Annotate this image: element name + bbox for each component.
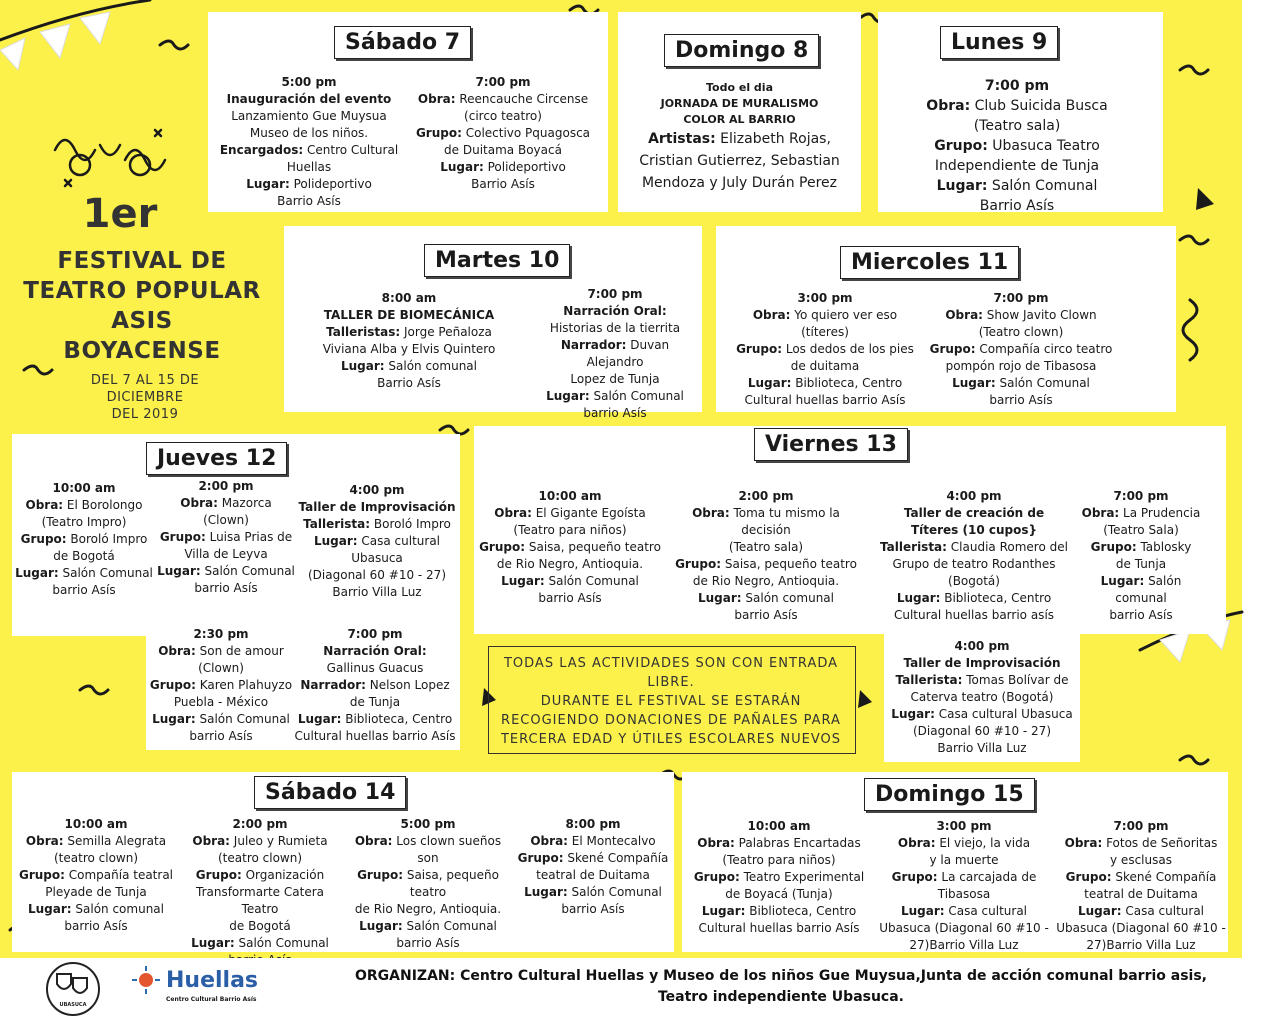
organizers-text [286,966,1276,1008]
festival-title-line-1: FESTIVAL DE [57,248,227,274]
ubasuca-logo [46,962,100,1016]
event: 5:00 pm Obra: Los clown sueños son Grupo: Saisa, pequeño teatro de Rio Negro, Antioquia. Lugar: Salón Comunal barrio Asís [354,817,502,950]
notice-line-1: TODAS LAS ACTIVIDADES SON CON ENTRADA [503,656,839,671]
festival-logo-icon [45,120,195,190]
event: 10:00 am Obra: Palabras Encartadas (Teatro para niños) Grupo: Teatro Experimental de Boyacá (Tunja) Lugar: Biblioteca, Centro Cultural huellas barrio Asís [693,819,865,935]
festival-dates-line-1: DEL 7 AL 15 DE [90,373,200,388]
day-card-martes-10 [284,226,702,420]
day-card-miercoles-11 [716,226,1176,412]
footer [0,958,1280,1020]
day-card-lunes-9 [878,12,1163,212]
festival-ordinal: 1er [82,191,158,237]
day-card-jueves-12 [12,434,460,636]
event: 8:00 pm Obra: El Montecalvo Grupo: Skené Compañía teatral de Duitama Lugar: Salón Comunal barrio Asís [517,817,669,916]
event: 10:00 am Obra: Semilla Alegrata (teatro clown) Grupo: Compañía teatral Pleyade de Tunja Lugar: Salón comunal barrio Asís [18,817,174,933]
event: 5:00 pm Inauguración del evento Lanzamiento Gue Muysua Museo de los niños. Encargados: Centro Cultural Huellas Lugar: Polideportivo Barrio Asís [219,75,399,208]
day-card-viernes-13 [474,426,1226,634]
festival-dates-line-3: DEL 2019 [111,407,179,422]
event: 10:00 am Obra: El Borolongo (Teatro Impro) Grupo: Boroló Impro de Bogotá Lugar: Salón Comunal barrio Asís [15,481,153,597]
festival-title [12,246,272,366]
theater-masks-icon [53,970,93,1000]
huellas-logo-text: Huellas [166,968,259,993]
sun-icon [132,966,160,994]
notice-line-4: RECOGIENDO DONACIONES DE PAÑALES PARA [501,713,841,728]
notice-line-5: TERCERA EDAD Y ÚTILES ESCOLARES NUEVOS [500,732,842,747]
day-label: Sábado 7 [334,26,471,59]
event: 10:00 am Obra: El Gigante Egoísta (Teatro para niños) Grupo: Saisa, pequeño teatro de Rio Negro, Antioquia. Lugar: Salón Comunal barrio Asís [479,489,661,605]
notice-line-3: DURANTE EL FESTIVAL SE ESTARÁN [540,694,802,709]
huellas-logo [132,964,272,1012]
event: 3:00 pm Obra: Yo quiero ver eso (títeres) Grupo: Los dedos de los pies de duitama Lugar: Biblioteca, Centro Cultural huellas barrio Asís [736,291,914,407]
notice-line-2: LIBRE. [647,675,695,690]
day-label: Martes 10 [424,244,570,277]
event: 7:00 pm Obra: Fotos de Señoritas y esclusas Grupo: Skené Compañía teatral de Duitama Lugar: Casa cultural Ubasuca (Diagonal 60 #10 - 27)Barrio Villa Luz [1056,819,1226,952]
day-card-sabado-7 [208,12,608,212]
day-label: Jueves 12 [146,442,287,475]
festival-dates-line-2: DICIEMBRE [106,390,184,405]
event: 8:00 am TALLER DE BIOMECÁNICA Talleristas: Jorge Peñaloza Viviana Alba y Elvis Quintero Lugar: Salón comunal Barrio Asís [322,291,496,390]
event: 4:00 pm Taller de Improvisación Tallerista: Boroló Impro Lugar: Casa cultural Ubasuca (Diagonal 60 #10 - 27) Barrio Villa Luz [298,483,456,599]
notice-text [488,654,854,749]
notice-panel [478,636,878,766]
event: 3:00 pm Obra: El viejo, la vida y la muerte Grupo: La carcajada de Tibasosa Lugar: Casa cultural Ubasuca (Diagonal 60 #10 - 27)Barrio Villa Luz [879,819,1049,952]
event: 7:00 pm Narración Oral: Gallinus Guacus Narrador: Nelson Lopez de Tunja Lugar: Biblioteca, Centro Cultural huellas barrio Asís [294,627,456,743]
day-label: Viernes 13 [754,428,908,461]
event: 7:00 pm Obra: Club Suicida Busca (Teatro sala) Grupo: Ubasuca Teatro Independiente de Tunja Lugar: Salón Comunal Barrio Asís [926,78,1108,214]
day-label: Miercoles 11 [840,246,1019,279]
event: Todo el dia JORNADA DE MURALISMO COLOR AL BARRIO Artistas: Elizabeth Rojas, Cristian Gutierrez, Sebastian Mendoza y July Durán Perez [639,81,840,191]
day-label: Sábado 14 [254,776,406,809]
day-label: Domingo 15 [864,778,1035,811]
event: 7:00 pm Narración Oral: Historias de la tierrita Narrador: Duvan Alejandro Lopez de Tunja Lugar: Salón Comunal barrio Asís [546,287,684,420]
day-label: Domingo 8 [664,34,819,67]
event: 7:00 pm Obra: Show Javito Clown (Teatro clown) Grupo: Compañía circo teatro pompón rojo de Tibasosa Lugar: Salón Comunal barrio Asís [929,291,1113,407]
event: 4:00 pm Taller de creación de Títeres (10 cupos} Tallerista: Claudia Romero del Grupo de teatro Rodanthes (Bogotá) Lugar: Biblioteca, Centro Cultural huellas barrio asís [880,489,1068,622]
festival-title-line-3: ASIS [111,308,173,334]
event: 2:00 pm Obra: Mazorca (Clown) Grupo: Luisa Prias de Villa de Leyva Lugar: Salón Comunal barrio Asís [157,479,295,595]
day-card-domingo-8 [618,12,861,212]
day-card-sabado-14 [12,772,674,952]
festival-title-line-2: TEATRO POPULAR [23,278,261,304]
ubasuca-logo-text: UBASUCA [59,1002,87,1008]
organizers-line-1: ORGANIZAN: Centro Cultural Huellas y Museo de los niños Gue Muysua,Junta de acción comunal barrio asis, [354,968,1207,984]
day-card-viernes-13-extra [884,632,1080,762]
festival-title-line-4: BOYACENSE [63,338,221,364]
day-label: Lunes 9 [940,26,1058,59]
organizers-line-2: Teatro independiente Ubasuca. [657,989,905,1005]
event: 7:00 pm Obra: Reencauche Circense (circo teatro) Grupo: Colectivo Pquagosca de Duitama Boyacá Lugar: Polideportivo Barrio Asís [415,75,591,191]
day-card-domingo-15 [682,772,1228,952]
event: 2:30 pm Obra: Son de amour (Clown) Grupo: Karen Plahuyzo Puebla - México Lugar: Salón Comunal barrio Asís [149,627,293,743]
event: 2:00 pm Obra: Juleo y Rumieta (teatro clown) Grupo: Organización Transformarte Catera Teatro de Bogotá Lugar: Salón Comunal [191,817,329,950]
event: 7:00 pm Obra: La Prudencia (Teatro Sala) Grupo: Tablosky de Tunja Lugar: Salón comunal barrio Asís [1081,489,1201,622]
huellas-logo-subtext: Centro Cultural Barrio Asís [166,996,257,1003]
event: 2:00 pm Obra: Toma tu mismo la decisión (Teatro sala) Grupo: Saisa, pequeño teatro de Rio Negro, Antioquia. Lugar: Salón comunal barrio Asís [675,489,857,622]
day-card-jueves-12-extra [146,618,460,750]
event: 4:00 pm Taller de Improvisación Tallerista: Tomas Bolívar de Caterva teatro (Bogotá) Lugar: Casa cultural Ubasuca (Diagonal 60 #10 - 27) Barrio Villa Luz [891,639,1073,755]
festival-dates [40,372,250,423]
